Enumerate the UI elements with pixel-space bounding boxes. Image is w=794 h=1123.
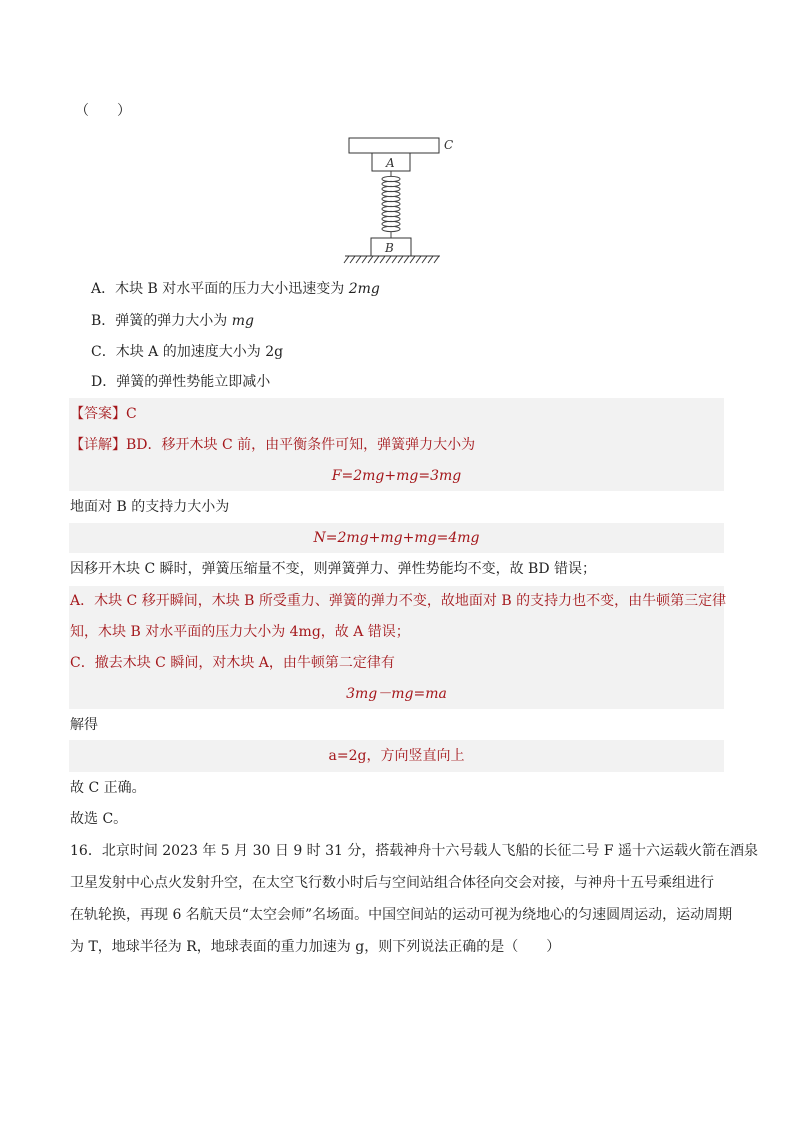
q16-line2: 卫星发射中心点火发射升空，在太空飞行数小时后与空间站组合体径向交会对接，与神舟十五号乘组进行	[70, 875, 714, 891]
equation-f: F=2mg+mg=3mg	[331, 468, 462, 484]
spring	[382, 171, 400, 238]
detail-bd-intro: 【详解】BD．移开木块 C 前，由平衡条件可知，弹簧弹力大小为	[70, 437, 476, 453]
label-c: C	[444, 138, 454, 152]
option-d: D．弹簧的弹性势能立即减小	[91, 374, 271, 390]
final-choice: 故选 C。	[70, 811, 128, 827]
answer-line: 【答案】C	[70, 406, 137, 422]
ground	[344, 256, 440, 263]
q16-line3: 在轨轮换，再现 6 名航天员“太空会师”名场面。中国空间站的运动可视为绕地心的匀速圆周运动，运动周期	[70, 907, 733, 923]
c-analysis-intro: C．撤去木块 C 瞬间，对木块 A，由牛顿第二定律有	[70, 655, 395, 671]
q16-line1: 16．北京时间 2023 年 5 月 30 日 9 时 31 分，搭载神舟十六号载人飞船的长征二号 F 遥十六运载火箭在酒泉	[70, 843, 759, 859]
c-correct: 故 C 正确。	[70, 780, 146, 796]
a-analysis-line1: A．木块 C 移开瞬间，木块 B 所受重力、弹簧的弹力不变，故地面对 B 的支持力也不变，由牛顿第三定律	[70, 593, 727, 609]
block-c	[349, 138, 439, 153]
label-a: A	[386, 156, 395, 170]
a-analysis-line2: 知，木块 B 对水平面的压力大小为 4mg，故 A 错误；	[70, 624, 410, 640]
equation-newton: 3mg－mg=ma	[346, 686, 447, 702]
ground-support-text: 地面对 B 的支持力大小为	[70, 499, 230, 515]
equation-result: a=2g，方向竖直向上	[328, 748, 465, 764]
solve-label: 解得	[70, 717, 98, 733]
spring-block-figure	[340, 130, 460, 270]
option-b: B．弹簧的弹力大小为 mg	[91, 313, 254, 329]
label-b: B	[385, 241, 394, 255]
equation-n: N=2mg+mg+mg=4mg	[313, 530, 480, 546]
bd-conclusion: 因移开木块 C 瞬时，弹簧压缩量不变，则弹簧弹力、弹性势能均不变，故 BD 错误；	[70, 561, 597, 577]
option-c: C．木块 A 的加速度大小为 2g	[91, 344, 284, 360]
q16-line4: 为 T，地球半径为 R，地球表面的重力加速为 g，则下列说法正确的是（ ）	[70, 939, 561, 955]
option-a: A．木块 B 对水平面的压力大小迅速变为 2mg	[91, 281, 380, 297]
question-bracket: （ ）	[75, 103, 131, 119]
